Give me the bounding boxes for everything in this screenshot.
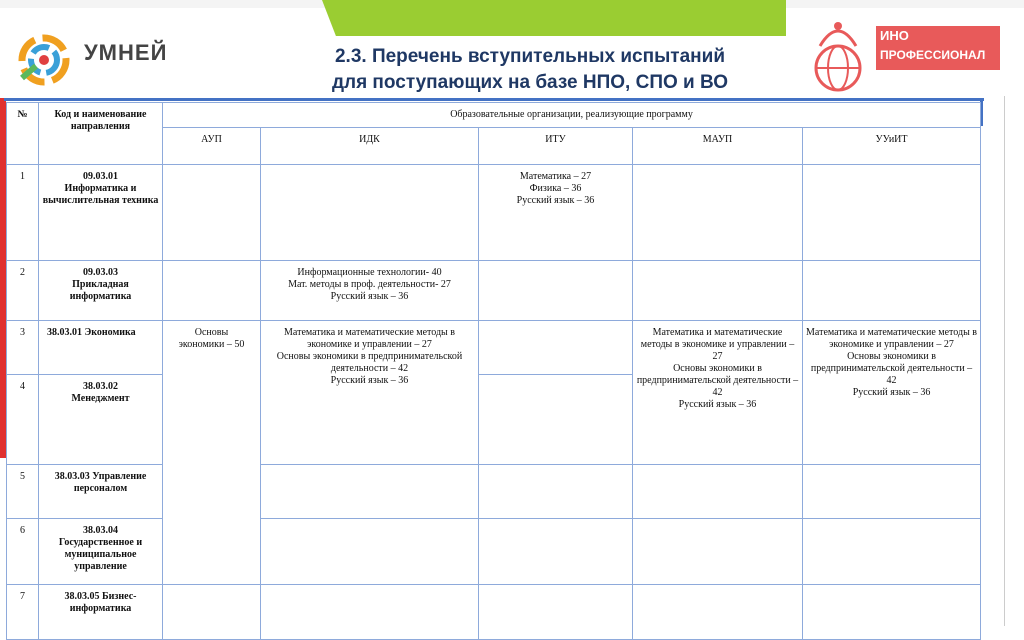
header-num: №: [7, 103, 39, 165]
header-code: Код и наименование направления: [39, 103, 163, 165]
cell-idk-6: [261, 519, 479, 585]
header-org-maup: МАУП: [633, 128, 803, 165]
cell-uuit-3: Математика и математические методы в экономике и управлении – 27 Основы экономики в предпринимательской деятельности – 42 Русский язык – 36: [803, 321, 981, 465]
row-code: 09.03.01 Информатика и вычислительная техника: [39, 165, 163, 261]
header-rule: [4, 98, 984, 101]
right-edge-line: [1004, 96, 1005, 626]
cell-maup-7: [633, 585, 803, 640]
row-num: 5: [7, 465, 39, 519]
title-line-1: 2.3. Перечень вступительных испытаний: [334, 46, 726, 67]
row-code: 38.03.02 Менеджмент: [39, 375, 163, 465]
cell-aup-1: [163, 165, 261, 261]
row-num: 2: [7, 261, 39, 321]
cell-itu-7: [479, 585, 633, 640]
header-org-itu: ИТУ: [479, 128, 633, 165]
cell-itu-1: Математика – 27 Физика – 36 Русский язык – 36: [479, 165, 633, 261]
cell-idk-3: Математика и математические методы в экономике и управлении – 27 Основы экономики в предпринимательской деятельности – 42 Русский язык – 36: [261, 321, 479, 465]
row-num: 1: [7, 165, 39, 261]
cell-uuit-5: [803, 465, 981, 519]
header-org-idk: ИДК: [261, 128, 479, 165]
cell-uuit-6: [803, 519, 981, 585]
cell-itu-5: [479, 465, 633, 519]
cell-itu-4: [479, 375, 633, 465]
ino-brand-line-2: ПРОФЕССИОНАЛ: [880, 48, 986, 62]
cell-uuit-1: [803, 165, 981, 261]
page-title: [260, 44, 800, 96]
entrance-tests-table: [6, 102, 981, 640]
row-code: 38.03.01 Экономика: [39, 321, 163, 375]
cell-itu-6: [479, 519, 633, 585]
cell-maup-6: [633, 519, 803, 585]
row-code: 38.03.03 Управление персоналом: [39, 465, 163, 519]
row-code: 38.03.04 Государственное и муниципальное управление: [39, 519, 163, 585]
cell-maup-3: Математика и математические методы в экономике и управлении – 27 Основы экономики в предпринимательской деятельности – 42 Русский язык – 36: [633, 321, 803, 465]
row-num: 3: [7, 321, 39, 375]
green-banner: [322, 0, 786, 36]
cell-aup-7: [163, 585, 261, 640]
ino-brand-line-1: ИНО: [880, 28, 909, 43]
row-num: 4: [7, 375, 39, 465]
cell-maup-1: [633, 165, 803, 261]
cell-itu-3: [479, 321, 633, 375]
cell-aup-2: [163, 261, 261, 321]
cell-idk-1: [261, 165, 479, 261]
row-code: 38.03.05 Бизнес- информатика: [39, 585, 163, 640]
cell-uuit-2: [803, 261, 981, 321]
cell-maup-2: [633, 261, 803, 321]
cell-idk-2: Информационные технологии- 40 Мат. методы в проф. деятельности- 27 Русский язык – 36: [261, 261, 479, 321]
cell-uuit-7: [803, 585, 981, 640]
header-orgs: Образовательные организации, реализующие программу: [163, 103, 981, 128]
row-num: 7: [7, 585, 39, 640]
umney-brand-text: УМНЕЙ: [84, 40, 168, 65]
cell-idk-5: [261, 465, 479, 519]
cell-aup-econ: Основы экономики – 50: [163, 321, 261, 585]
row-code: 09.03.03 Прикладная информатика: [39, 261, 163, 321]
row-num: 6: [7, 519, 39, 585]
cell-itu-2: [479, 261, 633, 321]
header-org-aup: АУП: [163, 128, 261, 165]
cell-maup-5: [633, 465, 803, 519]
cell-idk-7: [261, 585, 479, 640]
header-org-uuit: УУиИТ: [803, 128, 981, 165]
title-line-2: для поступающих на базе НПО, СПО и ВО: [331, 72, 729, 93]
